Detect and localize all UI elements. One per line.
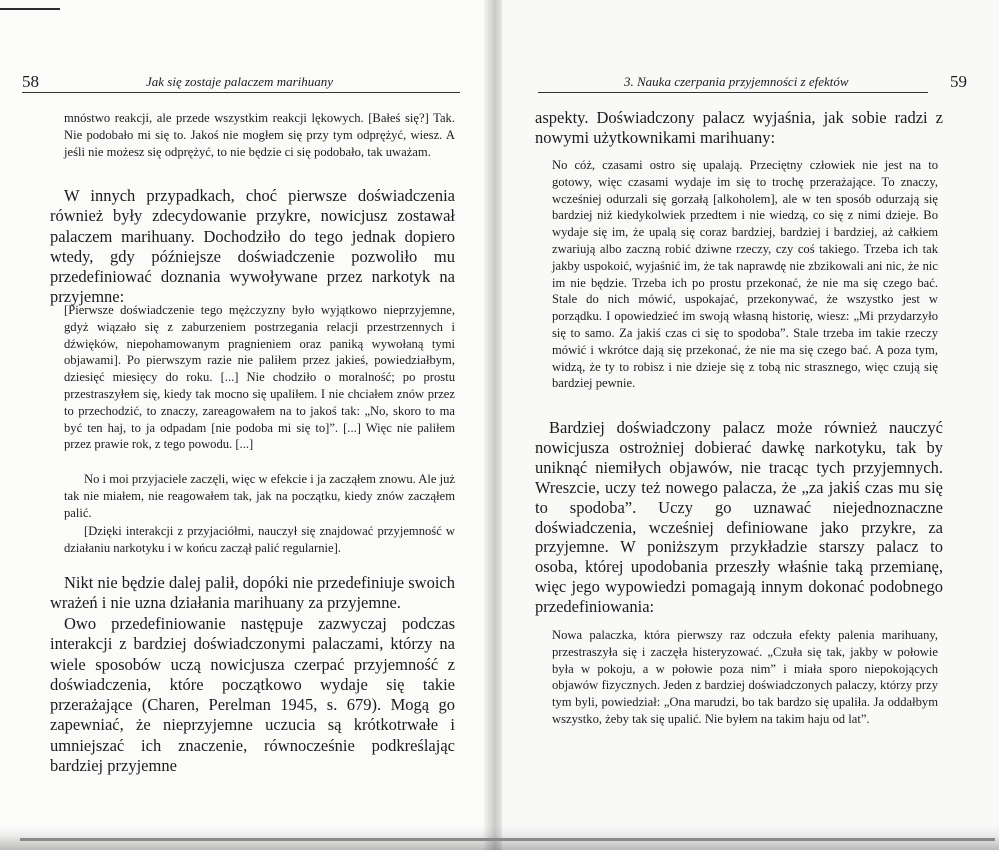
right-paragraph-1: aspekty. Doświadczony palacz wyjaśnia, jak sobie radzi z nowymi użytkownikami marihuany: bbox=[535, 108, 943, 147]
left-running-head: Jak się zostaje palaczem marihuany bbox=[146, 74, 334, 89]
top-edge-rule bbox=[0, 8, 60, 10]
right-quote-2: Nowa palaczka, która pierwszy raz odczuła efekty palenia marihuany, przestraszyła się i zaczęła histeryzować. „Czuła się tak, jakby w połowie była w pokoju, a w połowie poza nim” i miała sporo niepokojących objawów fizycznych. Jeden z bardziej doświadczonych palaczy, którzy przy tym byli, powiedział: „Ona marudzi, bo tak bardzo się upaliła. Ja oddałbym wszystko, żeby tak się upalić. Nie byłem na takim haju od lat”. bbox=[552, 628, 938, 726]
left-paragraph-2: Nikt nie będzie dalej palił, dopóki nie przedefiniuje swoich wrażeń i nie uzna działania marihuany za przyjemne. bbox=[50, 573, 455, 613]
right-page bbox=[502, 0, 999, 850]
left-header-rule bbox=[22, 92, 460, 93]
right-page-number: 59 bbox=[950, 72, 967, 91]
left-quote-c: [Dzięki interakcji z przyjaciółmi, nauczył się znajdować przyjemność w działaniu narkotyku i w końcu zaczął palić regularnie]. bbox=[64, 524, 455, 555]
right-paragraph-2: Bardziej doświadczony palacz może również nauczyć nowicjusza ostrożniej dobierać dawkę narkotyku, tak by uniknąć niemiłych objawów, nie tracąc tych przyjemnych. Wreszcie, uczy też nowego palacza, że „za jakiś czas mu się to spodoba”. Uczy go uznawać niejednoznaczne doświadczenia, wcześniej definiowane jako przykre, za przyjemne. W poniższym przykładzie starszy palacz to osoba, której upodobania przeszły właśnie taką przemianę, więc jego wypowiedzi pomagają innym dokonać podobnego przedefiniowania: bbox=[535, 418, 943, 617]
bottom-page-edge bbox=[20, 838, 995, 841]
left-quote-top: mnóstwo reakcji, ale przede wszystkim reakcji lękowych. [Bałeś się?] Tak. Nie podobało mi się to. Jakoś nie mogłem się przy tym odprężyć, wiesz. A jeśli nie możesz się odprężyć, to nie będzie ci się podobało, tak uważam. bbox=[64, 111, 455, 159]
right-quote-1: No cóż, czasami ostro się upalają. Przeciętny człowiek nie jest na to gotowy, więc czasami wydaje im się to trochę przerażające. To znaczy, wcześniej odurzali się gorzałą [alkoholem], ale w ten sposób odurzają się bardziej niż kiedykolwiek przedtem i nie wiedzą, co się z nimi dzieje. Bo wydaje się im, że upalą się coraz bardziej, bardziej i bardziej, aż całkiem zwariują albo zaczną robić dziwne rzeczy, czy coś takiego. Trzeba ich tak jakby uspokoić, wyjaśnić im, że tak naprawdę nie zbzikowali ani nic, że nic im nie będzie. Trzeba ich po prostu przekonać, że nie ma się czego bać. Stale do nich mówić, uspokajać, przekonywać, że wszystko jest w porządku. I opowiedzieć im swoją własną historię, wiesz: „Mi przydarzyło się to samo. Za jakiś czas ci się to spodoba”. Stale trzeba im takie rzeczy mówić i wkrótce dają się przekonać, że nie ma się czego bać. A poza tym, widzą, że ty to robisz i nie dzieje się z tobą nic strasznego, więc czują się bardziej pewnie. bbox=[552, 158, 938, 391]
right-page-header bbox=[538, 72, 968, 94]
right-header-rule bbox=[538, 92, 928, 93]
left-page-number: 58 bbox=[22, 72, 39, 91]
left-paragraph-1: W innych przypadkach, choć pierwsze doświadczenia również były zdecydowanie przykre, nowicjusz zostawał palaczem marihuany. Dochodziło do tego jednak dopiero wtedy, gdy późniejsze doświadczenie pozwoliło mu przedefiniować doznania wywoływane przez narkotyk na przyjemne: bbox=[50, 186, 455, 307]
right-running-head: 3. Nauka czerpania przyjemności z efektów bbox=[624, 74, 849, 89]
left-page bbox=[0, 0, 490, 850]
left-quote-b: No i moi przyjaciele zaczęli, więc w efekcie i ja zacząłem znowu. Ale już tak nie miałem, nie reagowałem tak, jak na początku, kiedy znów zacząłem palić. bbox=[64, 472, 455, 520]
left-page-header bbox=[22, 72, 460, 94]
left-quote-a: [Pierwsze doświadczenie tego mężczyzny było wyjątkowo nieprzyjemne, gdyż wiązało się z zaburzeniem postrzegania relacji przestrzennych i dźwięków, niepohamowanym pragnieniem oraz paniką wywołaną tymi objawami]. Po pierwszym razie nie paliłem przez jakieś, powiedziałbym, dziesięć miesięcy do roku. [...] Nie chodziło o moralność; po prostu przestraszyłem się, kiedy tak mocno się upaliłem. I nie chciałem znów przez to przechodzić, to znaczy, zareagowałem na to jakoś tak: „No, skoro to ma być ten haj, to ja odpadam [nie podoba mi się to]”. [...] Więc nie paliłem przez prawie rok, z tego powodu. [...] bbox=[64, 303, 455, 452]
left-paragraph-3: Owo przedefiniowanie następuje zazwyczaj podczas interakcji z bardziej doświadczonymi palaczami, którzy na wiele sposobów uczą nowicjusza czerpać przyjemność z doświadczenia, które początkowo wydaje się takie przerażające (Charen, Perelman 1945, s. 679). Mogą go zapewniać, że nieprzyjemne uczucia są krótkotrwałe i umniejszać ich znaczenie, równocześnie podkreślając bardziej przyjemne bbox=[50, 614, 455, 776]
